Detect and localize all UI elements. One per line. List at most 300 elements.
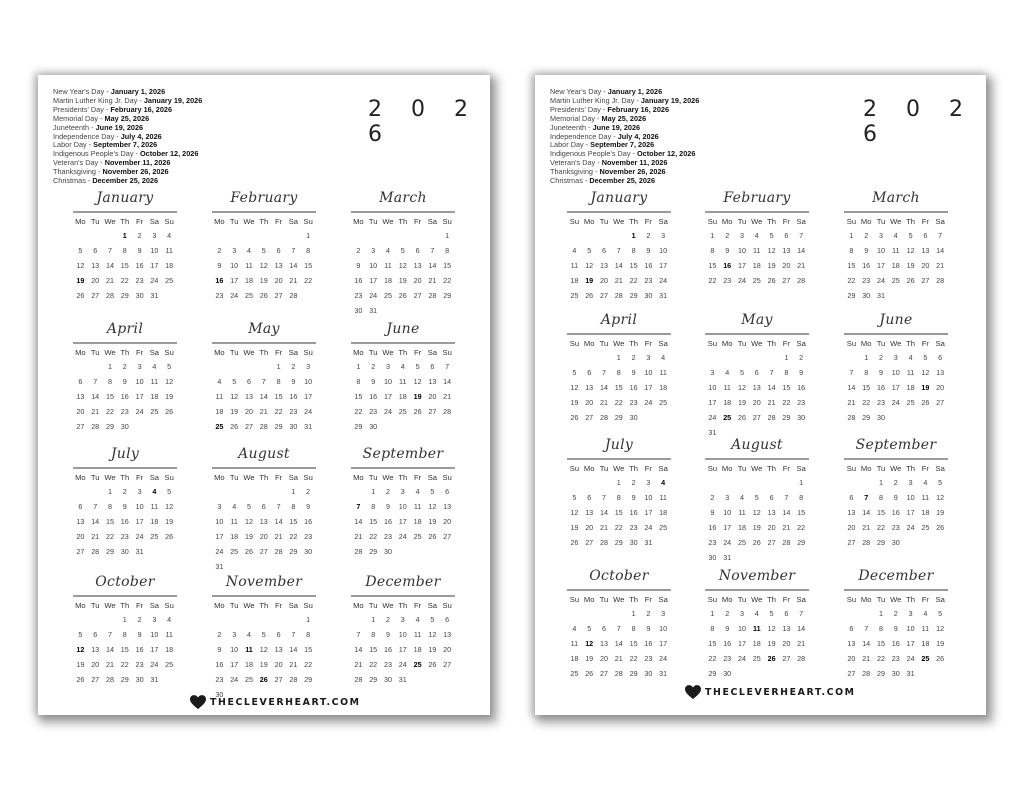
- week-row: [351, 273, 455, 288]
- day-cell: 1: [306, 615, 311, 624]
- weekday-label: Mo: [860, 464, 872, 473]
- day-cell: 22: [862, 398, 871, 407]
- day-cell: 7: [93, 377, 98, 386]
- week-row: [844, 273, 948, 288]
- holiday-name: Juneteenth -: [53, 122, 96, 132]
- week-row: [73, 657, 177, 672]
- divider: [212, 595, 316, 597]
- day-cell: 12: [428, 502, 437, 511]
- day-cell: 14: [797, 624, 806, 633]
- day-cell: 27: [91, 291, 100, 300]
- weekday-label: We: [890, 217, 902, 226]
- holiday-name: New Year's Day -: [550, 87, 608, 96]
- holiday-date: January 1, 2026: [607, 87, 663, 96]
- year-heading: 2 0 2 6: [863, 97, 974, 147]
- day-cell: 5: [167, 362, 172, 371]
- day-cell: 21: [862, 654, 871, 663]
- weekday-label: Tu: [876, 464, 886, 473]
- brand-footer: [190, 695, 361, 710]
- day-cell: 9: [631, 493, 636, 502]
- day-cell: 3: [908, 478, 913, 487]
- day-cell: 23: [383, 660, 392, 669]
- day-cell: 4: [725, 368, 730, 377]
- week-row: [73, 243, 177, 258]
- holiday-name: Christmas -: [53, 176, 93, 186]
- empty-cell: [567, 228, 582, 243]
- day-cell: 30: [135, 675, 144, 684]
- day-cell: 16: [797, 383, 806, 392]
- day-cell: 4: [415, 487, 420, 496]
- day-cell: 18: [165, 645, 174, 654]
- day-cell: 9: [291, 377, 296, 386]
- empty-cell: [395, 419, 410, 434]
- month-title: September: [855, 437, 937, 453]
- day-cell: 29: [304, 675, 313, 684]
- weekday-label: Su: [707, 339, 718, 348]
- day-cell: 17: [135, 517, 144, 526]
- week-row: [73, 612, 177, 627]
- day-cell: 19: [767, 639, 776, 648]
- day-cell: 15: [443, 261, 452, 270]
- day-cell: 12: [398, 261, 407, 270]
- day-cell: 20: [599, 276, 608, 285]
- weekday-label: Fr: [921, 464, 929, 473]
- day-cell: 1: [356, 362, 361, 371]
- day-cell: 29: [369, 547, 378, 556]
- day-cell: 14: [354, 645, 363, 654]
- weekday-label: Tu: [229, 473, 239, 482]
- week-row: [844, 666, 948, 681]
- empty-cell: [597, 350, 612, 365]
- day-cell: 10: [906, 493, 915, 502]
- day-cell: 24: [150, 660, 159, 669]
- empty-cell: [440, 672, 455, 687]
- day-cell: 26: [767, 276, 776, 285]
- day-cell: 10: [135, 377, 144, 386]
- week-row: [567, 380, 671, 395]
- day-cell: 21: [289, 660, 298, 669]
- empty-cell: [271, 228, 286, 243]
- empty-cell: [73, 228, 88, 243]
- day-cell: 6: [784, 231, 789, 240]
- day-cell: 10: [906, 624, 915, 633]
- empty-cell: [271, 484, 286, 499]
- day-cell: 6: [93, 630, 98, 639]
- day-cell: 15: [876, 508, 885, 517]
- weekday-label: We: [104, 473, 116, 482]
- weekday-label: Tu: [876, 217, 886, 226]
- weekday-header-row: [567, 215, 671, 228]
- month-july: [567, 434, 671, 550]
- empty-cell: [227, 484, 242, 499]
- weekday-label: Th: [906, 464, 916, 473]
- day-cell: 6: [445, 487, 450, 496]
- day-cell: 9: [137, 246, 142, 255]
- day-cell: 11: [659, 493, 667, 502]
- month-december: [844, 565, 948, 681]
- day-cell: 13: [599, 261, 608, 270]
- weekday-label: Th: [259, 473, 269, 482]
- weekday-label: Su: [707, 464, 718, 473]
- divider: [844, 333, 948, 335]
- weekday-label: Mo: [214, 217, 225, 226]
- day-cell: 29: [708, 669, 717, 678]
- day-cell: 31: [150, 291, 159, 300]
- day-cell: 8: [616, 493, 621, 502]
- month-title: December: [365, 574, 441, 590]
- day-cell: 9: [799, 368, 804, 377]
- week-row: [567, 535, 671, 550]
- weekday-header-row: [351, 215, 455, 228]
- day-cell: 1: [878, 609, 883, 618]
- day-cell: 3: [400, 615, 405, 624]
- day-cell: 9: [385, 502, 390, 511]
- day-cell: 8: [356, 377, 361, 386]
- weekday-label: Tu: [737, 595, 747, 604]
- day-cell: 28: [862, 669, 871, 678]
- day-cell: 3: [232, 630, 237, 639]
- day-cell: 28: [443, 407, 452, 416]
- empty-cell: [227, 612, 242, 627]
- weekday-label: Su: [303, 473, 313, 482]
- week-row: [73, 499, 177, 514]
- week-row: [73, 374, 177, 389]
- week-row: [844, 228, 948, 243]
- day-cell: 5: [572, 368, 577, 377]
- month-title: October: [95, 574, 155, 590]
- day-cell: 1: [616, 478, 621, 487]
- week-row: [705, 395, 809, 410]
- weekday-label: Tu: [737, 464, 747, 473]
- day-cell: 6: [849, 624, 854, 633]
- day-cell: 2: [646, 231, 651, 240]
- divider: [351, 595, 455, 597]
- day-cell: 24: [644, 398, 653, 407]
- day-cell: 24: [906, 523, 915, 532]
- day-cell: 18: [413, 645, 422, 654]
- day-cell: 2: [646, 609, 651, 618]
- empty-cell: [88, 228, 103, 243]
- day-cell: 28: [289, 291, 298, 300]
- weekday-label: Th: [906, 595, 916, 604]
- empty-cell: [410, 672, 425, 687]
- weekday-label: We: [890, 339, 902, 348]
- weekday-header-row: [212, 471, 316, 484]
- weekday-label: Tu: [229, 217, 239, 226]
- holiday-item: [550, 177, 699, 186]
- empty-cell: [888, 410, 903, 425]
- weekday-label: Tu: [368, 601, 378, 610]
- week-row: [351, 529, 455, 544]
- day-cell: 3: [152, 231, 157, 240]
- day-cell: 25: [413, 532, 422, 541]
- weekday-label: We: [104, 348, 116, 357]
- day-cell: 16: [891, 639, 900, 648]
- day-cell: 13: [782, 624, 791, 633]
- day-cell: 14: [614, 639, 623, 648]
- week-row: [351, 288, 455, 303]
- week-row: [567, 365, 671, 380]
- weekday-label: Mo: [353, 473, 364, 482]
- holiday-date: January 19, 2026: [143, 95, 203, 105]
- day-cell: 13: [585, 508, 594, 517]
- day-cell: 12: [767, 624, 776, 633]
- holiday-date: February 16, 2026: [607, 104, 670, 114]
- empty-cell: [425, 303, 440, 318]
- day-cell: 4: [415, 615, 420, 624]
- holiday-name: Christmas -: [550, 176, 590, 186]
- day-cell: 20: [428, 392, 437, 401]
- day-cell: 5: [246, 502, 251, 511]
- day-cell: 5: [923, 353, 928, 362]
- empty-cell: [611, 228, 626, 243]
- day-cell: 22: [443, 276, 452, 285]
- empty-cell: [162, 419, 177, 434]
- weekday-header-row: [351, 346, 455, 359]
- empty-cell: [425, 672, 440, 687]
- weekday-header-row: [73, 471, 177, 484]
- week-row: [212, 529, 316, 544]
- day-cell: 3: [137, 362, 142, 371]
- day-cell: 2: [385, 487, 390, 496]
- day-cell: 31: [398, 675, 407, 684]
- day-cell: 22: [274, 407, 283, 416]
- day-cell: 23: [629, 398, 638, 407]
- day-cell: 1: [631, 231, 636, 240]
- month-november: [212, 571, 316, 702]
- weekday-label: Mo: [75, 473, 86, 482]
- day-cell: 28: [428, 291, 437, 300]
- weekday-label: Mo: [214, 473, 225, 482]
- holiday-date: November 11, 2026: [601, 158, 668, 168]
- day-cell: 3: [661, 609, 666, 618]
- day-cell: 28: [259, 422, 268, 431]
- day-cell: 24: [644, 523, 653, 532]
- day-cell: 16: [629, 508, 638, 517]
- day-cell: 31: [644, 538, 653, 547]
- day-cell: 2: [725, 231, 730, 240]
- day-cell: 2: [217, 630, 222, 639]
- weekday-label: Th: [259, 217, 269, 226]
- month-title: May: [741, 312, 773, 328]
- day-cell: 7: [291, 630, 296, 639]
- day-cell: 4: [661, 353, 666, 362]
- weekday-label: Su: [707, 217, 718, 226]
- holiday-name: Independence Day -: [550, 131, 618, 141]
- empty-cell: [410, 303, 425, 318]
- day-cell: 30: [644, 291, 653, 300]
- weekday-label: Mo: [353, 217, 364, 226]
- day-cell: 27: [91, 675, 100, 684]
- day-cell: 12: [585, 261, 594, 270]
- day-cell: 18: [723, 398, 732, 407]
- weekday-label: Su: [569, 595, 580, 604]
- day-cell: 4: [152, 487, 157, 496]
- day-cell: 26: [398, 291, 407, 300]
- day-cell: 13: [921, 246, 930, 255]
- month-april: [567, 309, 671, 425]
- week-row: [351, 359, 455, 374]
- day-cell: 21: [614, 654, 623, 663]
- day-cell: 20: [413, 276, 422, 285]
- holiday-name: Indigenous People's Day -: [53, 149, 140, 159]
- month-february: [212, 187, 316, 303]
- month-january: [73, 187, 177, 303]
- weekday-header-row: [705, 215, 809, 228]
- empty-cell: [794, 550, 809, 565]
- weekday-label: Tu: [90, 601, 100, 610]
- day-cell: 22: [105, 532, 114, 541]
- day-cell: 23: [708, 538, 717, 547]
- week-row: [844, 288, 948, 303]
- holiday-name: Labor Day -: [53, 140, 94, 150]
- empty-cell: [859, 475, 874, 490]
- week-row: [73, 529, 177, 544]
- day-cell: 21: [936, 261, 945, 270]
- weekday-label: Tu: [229, 601, 239, 610]
- month-title: March: [872, 190, 920, 206]
- week-row: [351, 419, 455, 434]
- day-cell: 12: [570, 508, 579, 517]
- day-cell: 30: [215, 690, 224, 699]
- day-cell: 7: [601, 493, 606, 502]
- weekday-label: Fr: [136, 473, 144, 482]
- week-row: [567, 666, 671, 681]
- day-cell: 1: [799, 478, 804, 487]
- week-row: [844, 243, 948, 258]
- weekday-label: Su: [303, 217, 313, 226]
- month-february: [705, 187, 809, 288]
- day-cell: 14: [599, 508, 608, 517]
- week-row: [567, 350, 671, 365]
- weekday-label: Fr: [136, 217, 144, 226]
- day-cell: 1: [631, 609, 636, 618]
- weekday-label: Mo: [75, 348, 86, 357]
- day-cell: 30: [891, 538, 900, 547]
- day-cell: 29: [120, 291, 129, 300]
- month-january: [567, 187, 671, 303]
- day-cell: 3: [137, 487, 142, 496]
- brand-url: THECLEVERHEART.COM: [210, 697, 361, 708]
- divider: [844, 589, 948, 591]
- weekday-label: We: [613, 339, 625, 348]
- day-cell: 18: [921, 639, 930, 648]
- weekday-label: Sa: [288, 217, 299, 226]
- divider: [567, 589, 671, 591]
- day-cell: 24: [230, 291, 239, 300]
- day-cell: 25: [570, 669, 579, 678]
- day-cell: 10: [659, 624, 668, 633]
- day-cell: 8: [710, 624, 715, 633]
- day-cell: 27: [428, 407, 437, 416]
- divider: [351, 342, 455, 344]
- empty-cell: [381, 303, 396, 318]
- day-cell: 2: [306, 487, 311, 496]
- empty-cell: [794, 666, 809, 681]
- day-cell: 5: [739, 368, 744, 377]
- day-cell: 13: [259, 517, 268, 526]
- day-cell: 22: [369, 532, 378, 541]
- week-row: [351, 544, 455, 559]
- divider: [567, 458, 671, 460]
- day-cell: 26: [259, 291, 268, 300]
- day-cell: 14: [782, 508, 791, 517]
- day-cell: 2: [371, 362, 376, 371]
- day-cell: 27: [244, 422, 253, 431]
- day-cell: 8: [631, 624, 636, 633]
- day-cell: 7: [799, 609, 804, 618]
- day-cell: 2: [864, 231, 869, 240]
- day-cell: 25: [150, 407, 159, 416]
- week-row: [705, 666, 809, 681]
- day-cell: 25: [723, 413, 732, 422]
- day-cell: 24: [659, 654, 668, 663]
- holiday-date: May 25, 2026: [104, 113, 150, 123]
- day-cell: 29: [105, 547, 114, 556]
- weekday-label: Fr: [275, 217, 283, 226]
- weekday-label: We: [243, 217, 255, 226]
- week-row: [212, 419, 316, 434]
- day-cell: 8: [799, 493, 804, 502]
- weekday-label: Fr: [136, 601, 144, 610]
- day-cell: 29: [443, 291, 452, 300]
- weekday-label: Su: [303, 348, 313, 357]
- day-cell: 9: [878, 368, 883, 377]
- day-cell: 2: [356, 246, 361, 255]
- empty-cell: [286, 228, 301, 243]
- week-row: [351, 627, 455, 642]
- weekday-label: Tu: [229, 348, 239, 357]
- day-cell: 23: [891, 523, 900, 532]
- day-cell: 21: [105, 660, 114, 669]
- empty-cell: [395, 303, 410, 318]
- weekday-label: We: [382, 217, 394, 226]
- day-cell: 10: [215, 517, 224, 526]
- day-cell: 19: [398, 276, 407, 285]
- weekday-label: Su: [442, 473, 452, 482]
- day-cell: 10: [737, 624, 746, 633]
- day-cell: 20: [585, 398, 594, 407]
- day-cell: 13: [413, 261, 422, 270]
- day-cell: 8: [371, 502, 376, 511]
- day-cell: 24: [369, 291, 378, 300]
- day-cell: 21: [782, 523, 791, 532]
- day-cell: 17: [737, 261, 746, 270]
- day-cell: 29: [876, 669, 885, 678]
- day-cell: 23: [723, 654, 732, 663]
- day-cell: 4: [923, 478, 928, 487]
- weekday-header-row: [705, 337, 809, 350]
- day-cell: 10: [150, 630, 159, 639]
- day-cell: 22: [876, 523, 885, 532]
- weekday-label: Sa: [935, 339, 945, 348]
- day-cell: 14: [354, 517, 363, 526]
- day-cell: 16: [215, 660, 224, 669]
- day-cell: 15: [629, 261, 638, 270]
- week-row: [212, 499, 316, 514]
- day-cell: 7: [864, 493, 869, 502]
- day-cell: 26: [428, 660, 437, 669]
- holiday-date: December 25, 2026: [589, 176, 656, 186]
- weekday-label: Th: [120, 348, 130, 357]
- day-cell: 6: [587, 368, 592, 377]
- day-cell: 29: [614, 413, 623, 422]
- day-cell: 23: [120, 407, 129, 416]
- weekday-label: We: [382, 601, 394, 610]
- weekday-label: Th: [629, 464, 639, 473]
- day-cell: 17: [150, 645, 159, 654]
- empty-cell: [611, 606, 626, 621]
